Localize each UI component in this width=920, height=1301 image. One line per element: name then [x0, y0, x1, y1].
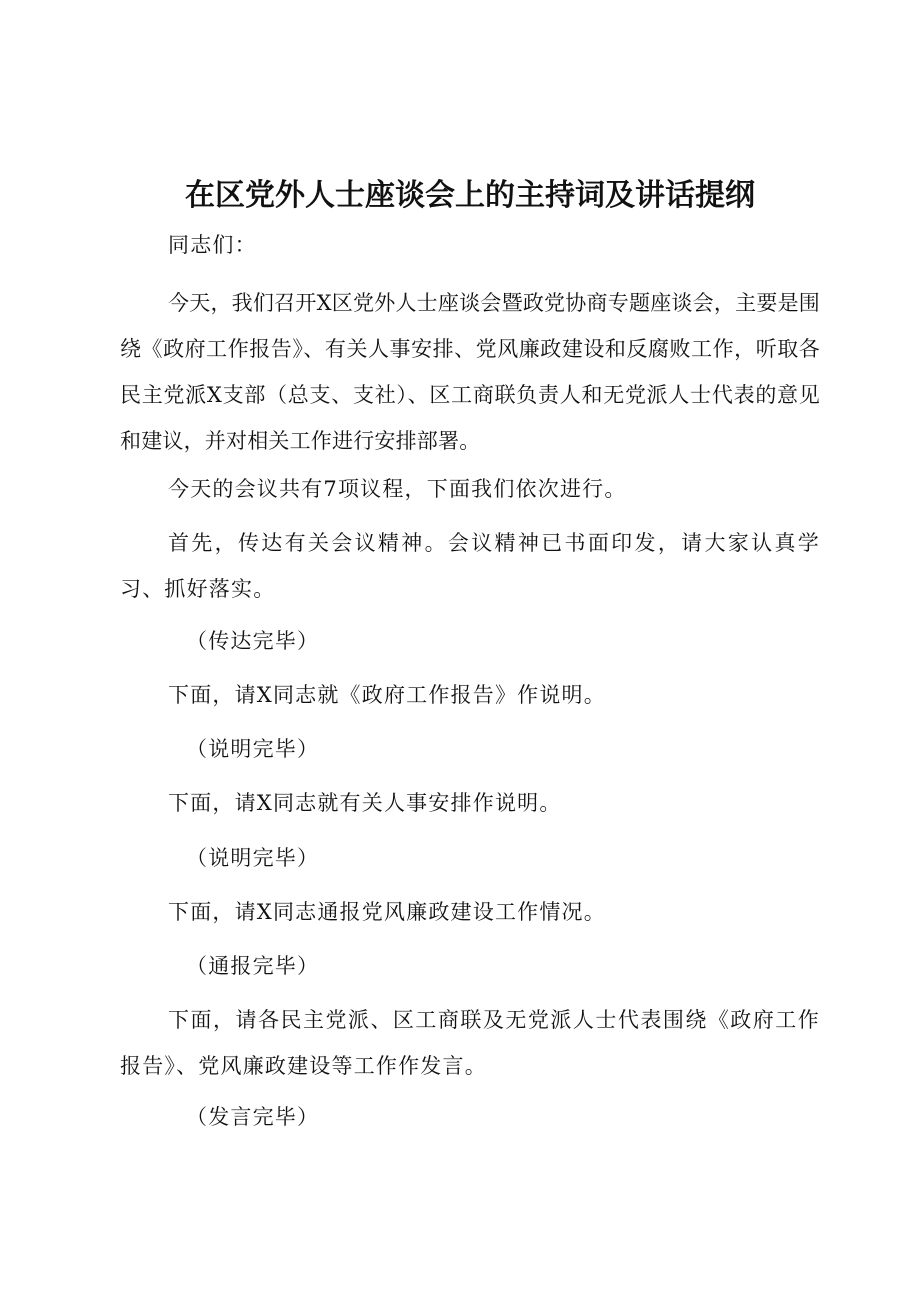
note-speech-complete: （发言完毕） [186, 1105, 320, 1129]
paragraph-integrity-report: 下面，请X同志通报党风廉政建设工作情况。 [168, 900, 606, 924]
note-explanation-complete-2: （说明完毕） [186, 846, 320, 870]
greeting: 同志们： [168, 233, 257, 257]
note-report-complete: （通报完毕） [186, 954, 320, 978]
note-relay-complete: （传达完毕） [186, 629, 320, 653]
paragraph-agenda: 今天的会议共有7项议程，下面我们依次进行。 [168, 477, 627, 501]
paragraph-speeches: 下面，请各民主党派、区工商联及无党派人士代表围绕《政府工作报告》、党风廉政建设等工作作发言。 [120, 1008, 820, 1078]
note-explanation-complete-1: （说明完毕） [186, 737, 320, 761]
paragraph-gov-report: 下面，请X同志就《政府工作报告》作说明。 [168, 683, 606, 707]
paragraph-first-item: 首先，传达有关会议精神。会议精神已书面印发，请大家认真学习、抓好落实。 [120, 531, 820, 601]
paragraph-opening: 今天，我们召开X区党外人士座谈会暨政党协商专题座谈会，主要是围绕《政府工作报告》、有关人事安排、党风廉政建设和反腐败工作，听取各民主党派X支部（总支、支社）、区工商联负责人和无党派人士代表的意见和建议，并对相关工作进行安排部署。 [120, 291, 820, 453]
paragraph-personnel: 下面，请X同志就有关人事安排作说明。 [168, 791, 562, 815]
document-title: 在区党外人士座谈会上的主持词及讲话提纲 [185, 178, 755, 213]
